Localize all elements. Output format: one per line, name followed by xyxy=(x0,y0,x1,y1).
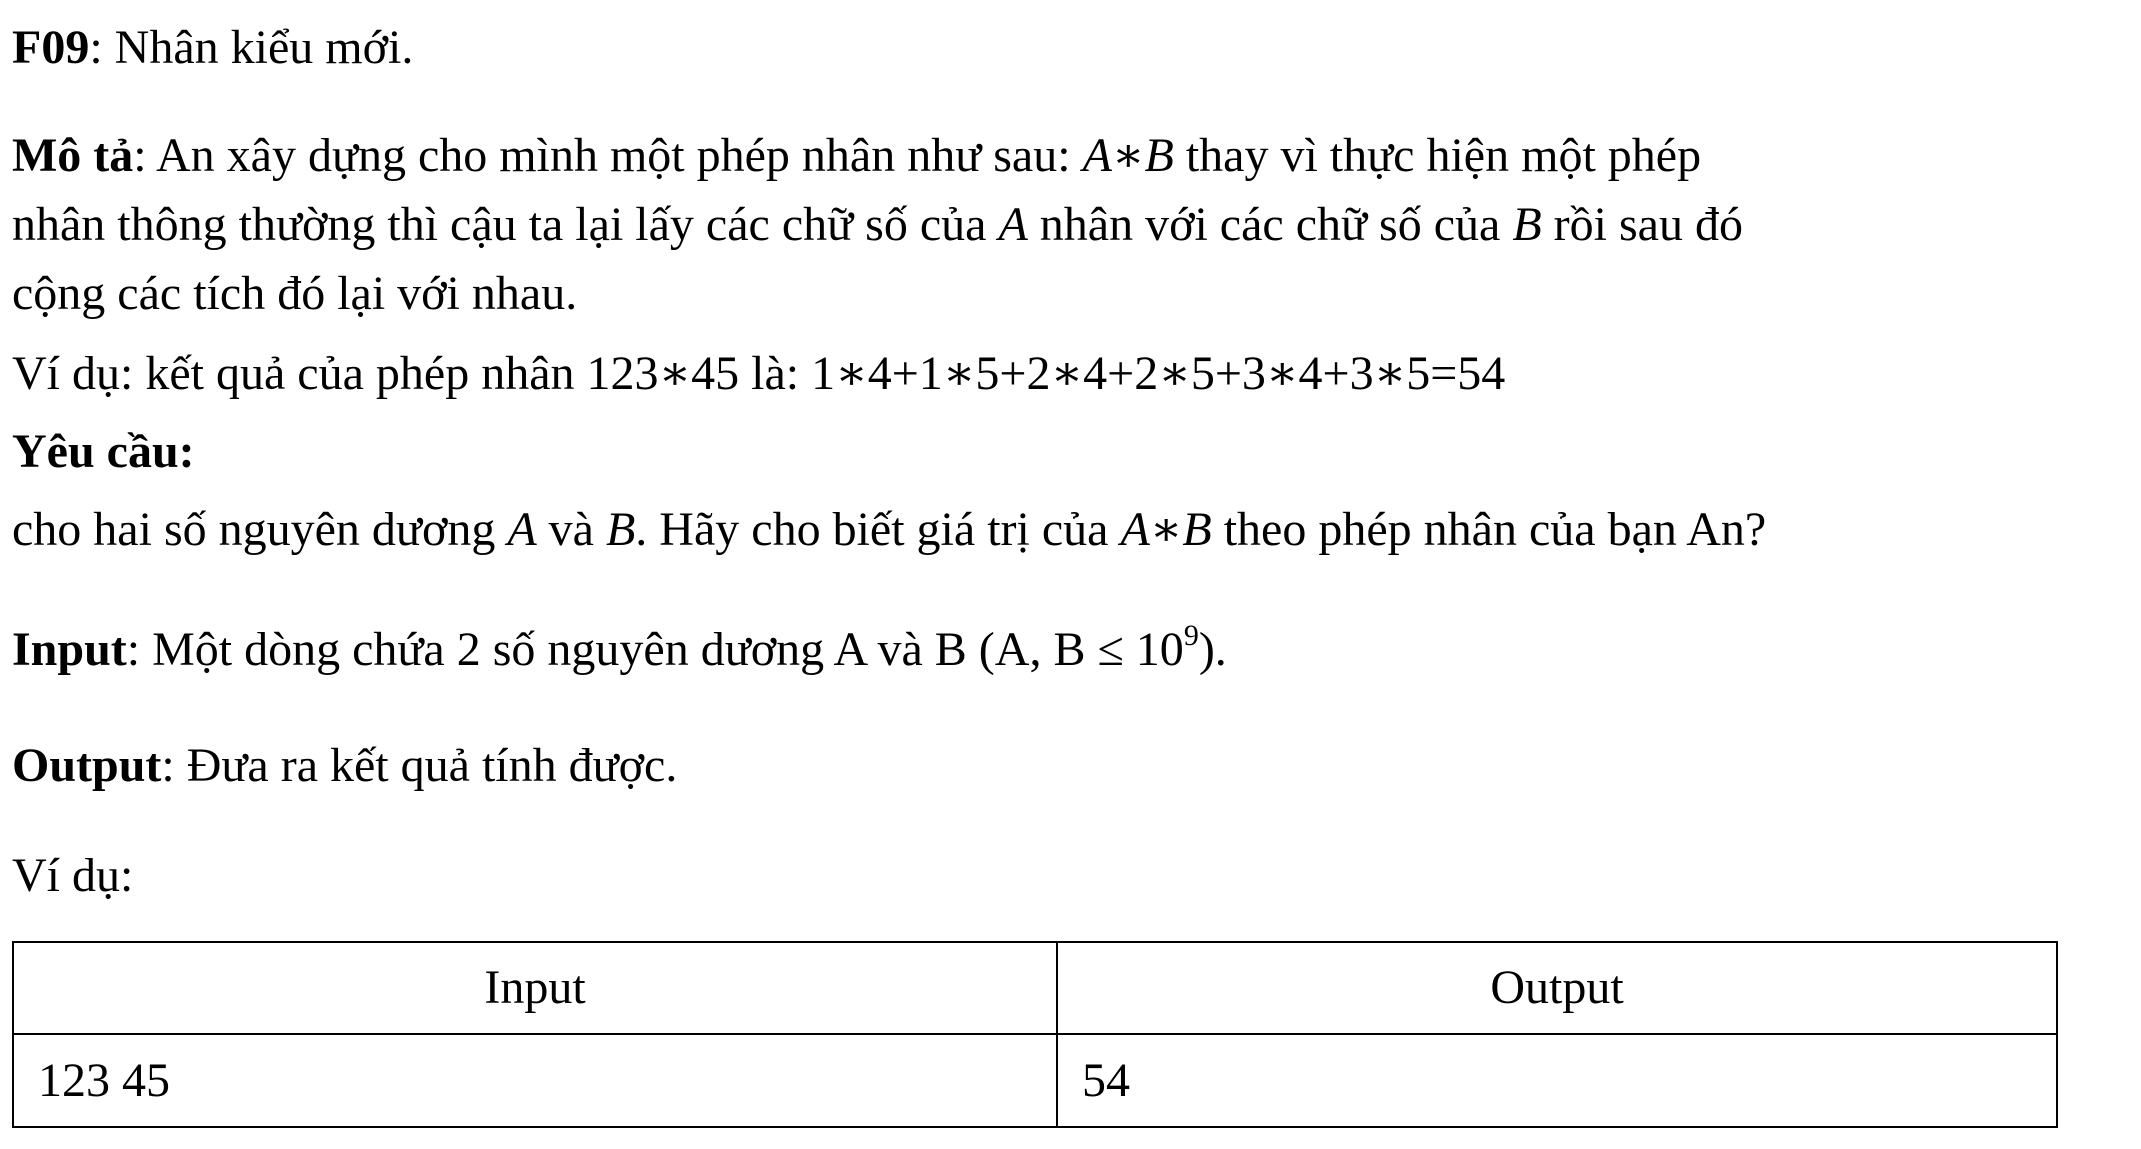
input-spec xyxy=(12,619,1227,676)
math-variable-a: A xyxy=(507,503,537,556)
description-text: rồi sau đó xyxy=(1541,198,1743,251)
table-row xyxy=(13,1034,2057,1127)
table-header-input: Input xyxy=(13,942,1057,1034)
problem-title xyxy=(12,21,414,74)
table-header-output: Output xyxy=(1057,942,2057,1034)
description-text: cộng các tích đó lại với nhau. xyxy=(12,267,578,320)
table-cell-output: 54 xyxy=(1057,1034,2057,1127)
description-text: thay vì thực hiện một phép xyxy=(1173,129,1702,182)
exponent: 9 xyxy=(1183,619,1199,652)
example-label: Ví dụ: xyxy=(12,849,134,902)
requirement-label: Yêu cầu: xyxy=(12,425,195,478)
requirement-part: và xyxy=(536,503,606,556)
table-cell-input: 123 45 xyxy=(13,1034,1057,1127)
description-text: : An xây dựng cho mình một phép nhân như sau: xyxy=(133,129,1083,182)
example-heading xyxy=(12,849,134,902)
requirement-part: cho hai số nguyên dương xyxy=(12,503,508,556)
description-text: nhân thông thường thì cậu ta lại lấy các chữ số của xyxy=(12,198,999,251)
requirement-heading xyxy=(12,425,195,478)
input-text: : Một dòng chứa 2 số nguyên dương A và B (A, B ≤ 10 xyxy=(126,623,1184,676)
input-label: Input xyxy=(12,623,127,676)
problem-code: F09 xyxy=(12,21,90,74)
requirement-part: theo phép nhân của bạn An? xyxy=(1211,503,1767,556)
description-text: nhân với các chữ số của xyxy=(1027,198,1513,251)
example-table xyxy=(12,941,2058,1128)
math-expression: A∗B xyxy=(1120,503,1212,556)
math-variable-b: B xyxy=(1512,198,1542,251)
example-explanation-text: Ví dụ: kết quả của phép nhân 123∗45 là: 1∗4+1∗5+2∗4+2∗5+3∗4+3∗5=54 xyxy=(12,347,1506,400)
input-text-tail: ). xyxy=(1198,623,1227,676)
output-text: : Đưa ra kết quả tính được. xyxy=(161,739,678,792)
description-label: Mô tả xyxy=(12,129,134,182)
example-explanation xyxy=(12,347,1506,400)
description-line-2 xyxy=(12,198,1743,251)
table-header-row xyxy=(13,942,2057,1034)
output-spec xyxy=(12,739,678,792)
math-expression: A∗B xyxy=(1082,129,1174,182)
math-variable-b: B xyxy=(605,503,636,556)
requirement-part: . Hãy cho biết giá trị của xyxy=(635,503,1121,556)
description-line-3 xyxy=(12,267,578,320)
math-variable-a: A xyxy=(998,198,1028,251)
output-label: Output xyxy=(12,739,162,792)
problem-name: : Nhân kiểu mới. xyxy=(89,21,414,74)
requirement-text xyxy=(12,503,1767,556)
description-line-1 xyxy=(12,129,1702,182)
